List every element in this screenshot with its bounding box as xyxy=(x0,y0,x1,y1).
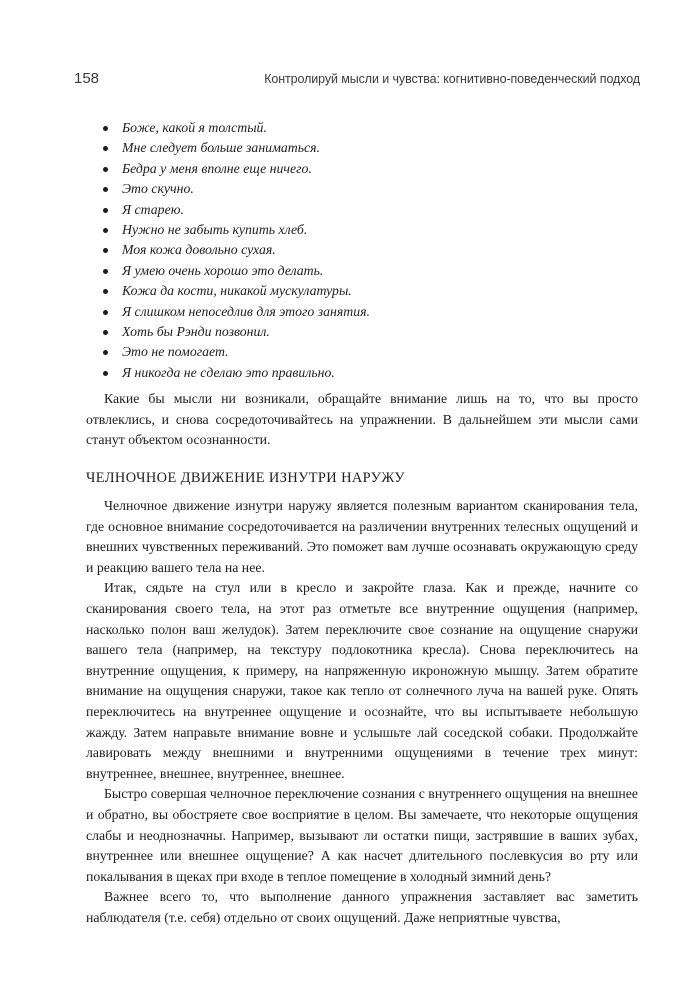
running-header xyxy=(74,70,640,92)
list-item: Я старею. xyxy=(103,200,370,220)
list-item: Хоть бы Рэнди позвонил. xyxy=(103,322,370,342)
list-item: Я слишком непоседлив для этого занятия. xyxy=(103,302,370,322)
list-item: Это не помогает. xyxy=(103,342,370,362)
list-item: Бедра у меня вполне еще ничего. xyxy=(103,159,370,179)
list-item: Это скучно. xyxy=(103,179,370,199)
page-number: 158 xyxy=(74,70,100,87)
body-paragraph: Важнее всего то, что выполнение данного упражнения заставляет вас заметить наблюдателя (т.е. себя) отдельно от своих ощущений. Даже неприятные чувства, xyxy=(86,889,638,925)
thought-list xyxy=(103,118,370,383)
list-item: Я умею очень хорошо это делать. xyxy=(103,261,370,281)
list-item: Я никогда не сделаю это правильно. xyxy=(103,363,370,383)
section-body xyxy=(86,496,638,928)
list-item: Кожа да кости, никакой мускулатуры. xyxy=(103,281,370,301)
list-item: Нужно не забыть купить хлеб. xyxy=(103,220,370,240)
list-item: Моя кожа довольно сухая. xyxy=(103,240,370,260)
running-title: Контролируй мысли и чувства: когнитивно-поведенческий подход xyxy=(264,72,640,86)
body-paragraph: Быстро совершая челночное переключение сознания с внутреннего ощущения на внешнее и обратно, вы обостряете свое восприятие в целом. Вы замечаете, что некоторые ощущения слабы и неоднозначны. Например, вызывают ли остатки пищи, застрявшие в ваших зубах, внутреннее или внешнее ощущение? А как насчет длительного послевкусия во рту или покалывания в щеках при входе в теплое помещение в холодный зимний день? xyxy=(86,786,638,884)
intro-paragraph: Какие бы мысли ни возникали, обращайте внимание лишь на то, что вы просто отвлеклись, и снова сосредоточивайтесь на упражнении. В дальнейшем эти мысли сами станут объектом осознанности. xyxy=(86,391,638,448)
section-title: ЧЕЛНОЧНОЕ ДВИЖЕНИЕ ИЗНУТРИ НАРУЖУ xyxy=(86,470,405,486)
body-paragraph: Итак, сядьте на стул или в кресло и закройте глаза. Как и прежде, начните со сканирования своего тела, на этот раз отметьте все внутренние ощущения (например, насколько полон ваш желудок). Затем переключите свое сознание на ощущение снаружи вашего тела (например, на текстуру подлокотника кресла). Снова переключитесь на внутренние ощущения, к примеру, на напряженную икроножную мышцу. Затем обратите внимание на ощущения снаружи, такое как тепло от солнечного луча на вашей руке. Опять переключитесь на внутреннее ощущение и осознайте, что вы испытываете небольшую жажду. Затем направьте внимание вовне и услышьте лай соседской собаки. Продолжайте лавировать между внешними и внутренними ощущениями в течение трех минут: внутреннее, внешнее, внутреннее, внешнее. xyxy=(86,580,638,781)
list-item: Боже, какой я толстый. xyxy=(103,118,370,138)
list-item: Мне следует больше заниматься. xyxy=(103,138,370,158)
body-paragraph: Челночное движение изнутри наружу является полезным вариантом сканирования тела, где основное внимание сосредоточивается на различении внутренних телесных ощущений и внешних чувственных переживаний. Это поможет вам лучше осознавать окружающую среду и реакцию вашего тела на нее. xyxy=(86,498,638,575)
